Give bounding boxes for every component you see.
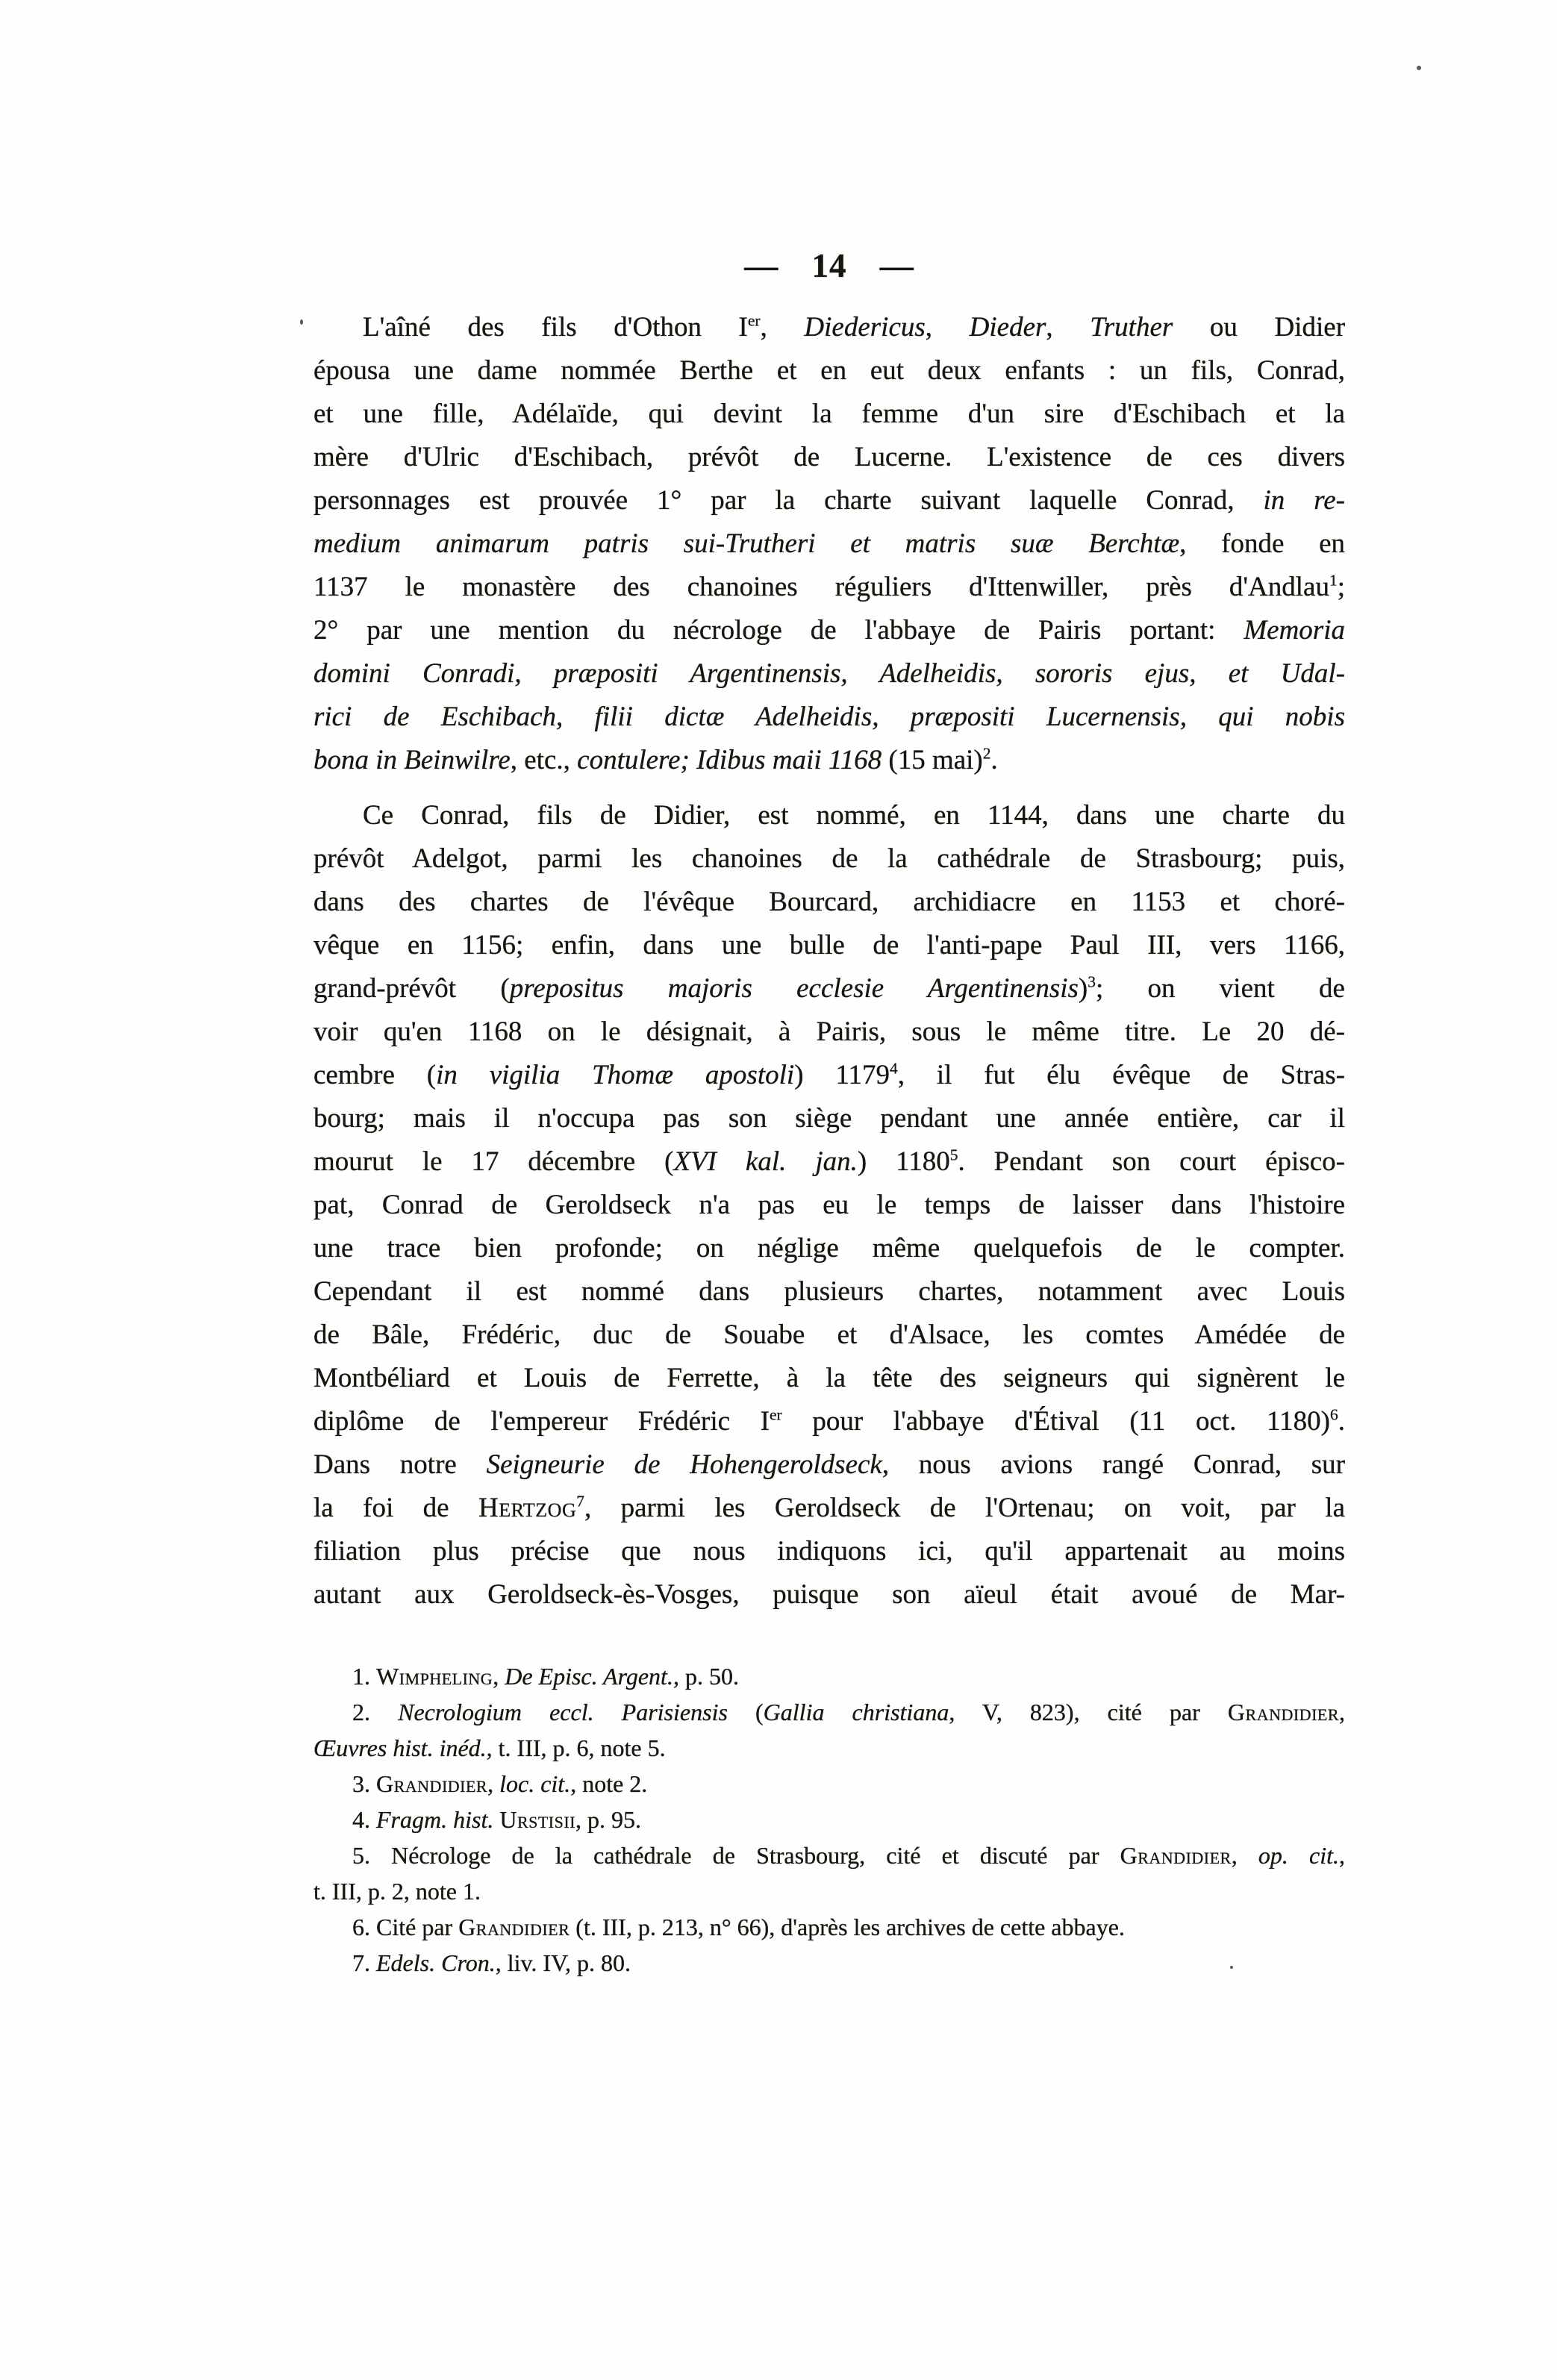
text-line: L'aîné des fils d'Othon Ier, Diedericus, Dieder, Truther ou Didier [363,311,1346,343]
text-line: Œuvres hist. inéd., t. III, p. 6, note 5. [313,1734,666,1761]
footnote [313,1802,1345,1837]
text-line: 4. Fragm. hist. Urstisii, p. 95. [352,1806,642,1833]
text-line: t. III, p. 2, note 1. [313,1878,481,1905]
text-line: 3. Grandidier, loc. cit., note 2. [352,1770,648,1797]
text-line: diplôme de l'empereur Frédéric Ier pour l'abbaye d'Étival (11 oct. 1180)$^6$. [313,1405,1345,1437]
text-line: vêque en 1156; enfin, dans une bulle de l'anti-pape Paul III, vers 1166, [313,930,1345,961]
footnote [313,1694,1345,1766]
text-line: Montbéliard et Louis de Ferrette, à la tête des seigneurs qui signèrent le [313,1363,1345,1393]
text-line: Ce Conrad, fils de Didier, est nommé, en 1144, dans une charte du [363,800,1345,831]
text-line: grand-prévôt (prepositus majoris ecclesie Argentinensis)$^3$; on vient de [313,972,1345,1004]
text-line: prévôt Adelgot, parmi les chanoines de la cathédrale de Strasbourg; puis, [313,843,1345,874]
text-line: Dans notre Seigneurie de Hohengeroldseck, nous avions rangé Conrad, sur [313,1449,1345,1480]
footnotes [313,1658,1345,1981]
text-line: rici de Eschibach, filii dictæ Adelheidis, præpositi Lucernensis, qui nobis [313,702,1345,732]
paragraph [313,306,1345,782]
text-line: 5. Nécrologe de la cathédrale de Strasbourg, cité et discuté par Grandidier, op. cit., [352,1842,1345,1869]
footnote [313,1766,1345,1802]
scan-speck [300,319,303,325]
footnote [313,1945,1345,1981]
text-line: la foi de Hertzog$^7$, parmi les Geroldseck de l'Ortenau; on voit, par la [313,1492,1345,1523]
text-line: personnages est prouvée 1° par la charte suivant laquelle Conrad, in re- [313,485,1345,516]
text-line: 6. Cité par Grandidier (t. III, p. 213, n° 66), d'après les archives de cette abbaye. [352,1914,1125,1940]
text-line: Cependant il est nommé dans plusieurs chartes, notamment avec Louis [313,1276,1345,1307]
text-line: 1137 le monastère des chanoines réguliers d'Ittenwiller, près d'Andlau$^1$; [313,571,1345,602]
text-line: bona in Beinwilre, etc., contulere; Idibus maii 1168 (15 mai)$^2$. [313,744,998,775]
text-line: 1. Wimpheling, De Episc. Argent., p. 50. [352,1663,739,1690]
text-line: épousa une dame nommée Berthe et en eut deux enfants : un fils, Conrad, [313,355,1345,386]
footnote [313,1909,1345,1945]
text-line: autant aux Geroldseck-ès-Vosges, puisque son aïeul était avoué de Mar- [313,1579,1345,1610]
footnote [313,1837,1345,1909]
text-line: filiation plus précise que nous indiquons ici, qu'il appartenait au moins [313,1536,1345,1567]
text-line: dans des chartes de l'évêque Bourcard, archidiacre en 1153 et choré- [313,887,1345,917]
text-line: 2° par une mention du nécrologe de l'abbaye de Pairis portant: Memoria [313,615,1345,646]
text-line: et une fille, Adélaïde, qui devint la femme d'un sire d'Eschibach et la [313,399,1345,429]
page-header [313,246,1345,285]
text-line: pat, Conrad de Geroldseck n'a pas eu le temps de laisser dans l'histoire [313,1190,1345,1220]
text-line: cembre (in vigilia Thomæ apostoli) 1179$^4$, il fut élu évêque de Stras- [313,1059,1346,1090]
text-line: domini Conradi, præpositi Argentinensis, Adelheidis, sororis ejus, et Udal- [313,658,1345,689]
footnote [313,1658,1345,1694]
text-line: 2. Necrologium eccl. Parisiensis (Gallia christiana, V, 823), cité par Grandidier, [352,1699,1346,1725]
scan-speck [1417,66,1421,70]
text-line: une trace bien profonde; on néglige même quelquefois de le compter. [313,1233,1345,1264]
text-line: 7. Edels. Cron., liv. IV, p. 80. [352,1949,631,1976]
page-number: — 14 — [744,247,914,284]
paragraph [313,794,1345,1617]
text-line: de Bâle, Frédéric, duc de Souabe et d'Alsace, les comtes Amédée de [313,1319,1345,1350]
text-line: medium animarum patris sui-Trutheri et matris suæ Berchtæ, fonde en [313,528,1345,559]
text-line: mourut le 17 décembre (XVI kal. jan.) 1180$^5$. Pendant son court épisco- [313,1146,1345,1177]
text-line: bourg; mais il n'occupa pas son siège pendant une année entière, car il [313,1103,1345,1134]
scan-speck [1230,1966,1233,1969]
text-line: voir qu'en 1168 on le désignait, à Pairis, sous le même titre. Le 20 dé- [313,1016,1345,1047]
text-line: mère d'Ulric d'Eschibach, prévôt de Lucerne. L'existence de ces divers [313,442,1345,472]
body-text [313,306,1345,1617]
